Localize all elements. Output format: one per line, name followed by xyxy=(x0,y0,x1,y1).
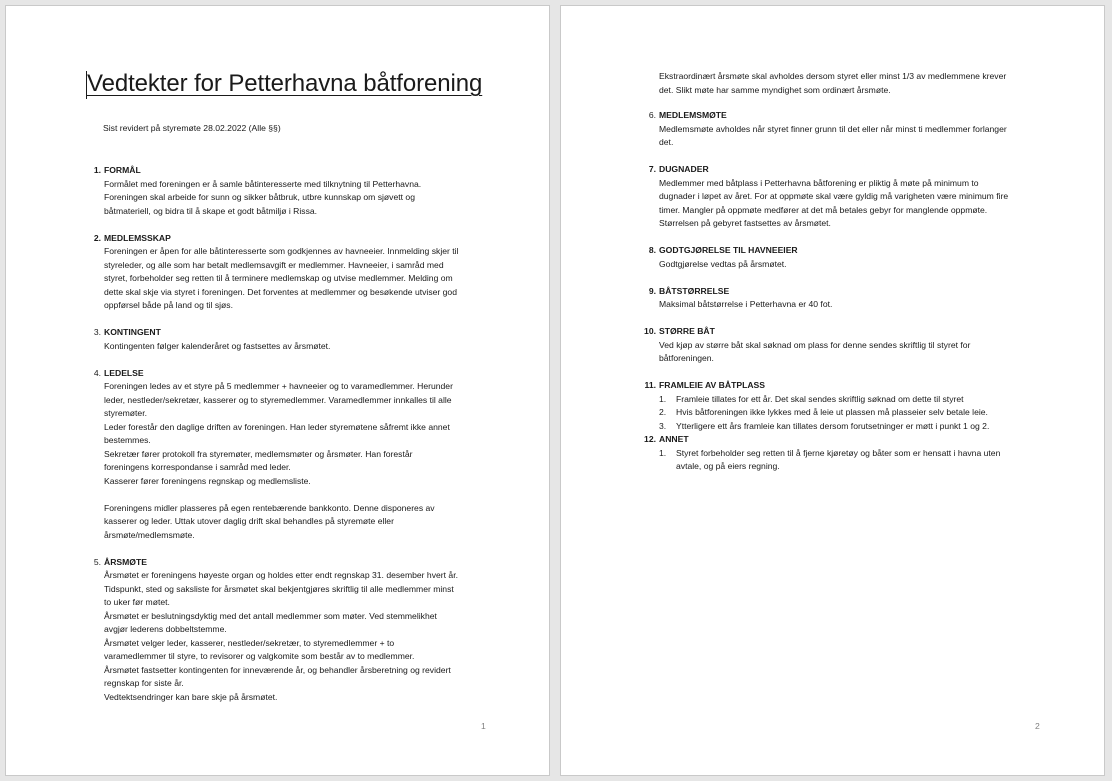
paragraph-line[interactable]: Formålet med foreningen er å samle båtinteresserte med tilknytning til Petterhavna. xyxy=(104,178,422,189)
list-item-text[interactable]: Styret forbeholder seg retten til å fjerne kjøretøy og båter som er hensatt i havna uten xyxy=(676,447,1001,458)
document-page-1 xyxy=(6,6,549,775)
section-arsmote xyxy=(82,556,492,705)
paragraph-line[interactable]: styreleder, og alle som har betalt medlemsavgift er medlemmer. Havneeier, i samråd med xyxy=(104,259,444,270)
paragraph-line[interactable]: Årsmøtet er foreningens høyeste organ og holdes etter endt regnskap 31. desember hvert år. xyxy=(104,570,458,580)
page-2-sections xyxy=(637,109,1047,474)
paragraph-line[interactable]: foreningens korrespondanse i samråd med leder. xyxy=(104,462,291,472)
page-number: 2 xyxy=(1035,721,1040,731)
section-framleie xyxy=(637,379,1047,433)
revision-note[interactable]: Sist revidert på styremøte 28.02.2022 (Alle §§) xyxy=(103,123,281,133)
paragraph-line[interactable]: årsmøte/medlemsmøte. xyxy=(104,529,195,540)
list-item-text[interactable]: avtale, og på eiers regning. xyxy=(676,461,780,471)
section-number: 3. xyxy=(93,327,101,337)
paragraph-line[interactable]: Foreningen er åpen for alle båtinteresserte som godkjennes av havneeier. Innmelding skjer til xyxy=(104,246,459,256)
list-item xyxy=(659,393,1047,407)
section-number: 11. xyxy=(644,380,656,390)
list-item xyxy=(659,447,1047,474)
section-kontingent xyxy=(82,326,492,353)
paragraph-line[interactable]: Kasserer fører foreningens regnskap og medlemsliste. xyxy=(104,475,311,486)
document-title[interactable]: Vedtekter for Petterhavna båtforening xyxy=(87,70,483,97)
section-number: 9. xyxy=(648,285,656,296)
paragraph-line[interactable]: Vedtektsendringer kan bare skje på årsmøtet. xyxy=(104,691,278,702)
section-heading[interactable]: FRAMLEIE AV BÅTPLASS xyxy=(659,380,765,390)
paragraph-line[interactable]: timer. Mangler på oppmøte medfører at det må betales gebyr for manglende oppmøte. xyxy=(659,204,988,215)
section-heading[interactable]: ANNET xyxy=(659,434,689,444)
section-medlemsmote xyxy=(637,109,1047,150)
paragraph-line[interactable]: dugnader i løpet av året. For at oppmøte skal være gyldig må varigheten være minimum fire xyxy=(659,191,1009,201)
page-1-sections xyxy=(82,164,492,704)
paragraph-line[interactable]: Foreningen skal arbeide for sunn og sikker båtbruk, utbre kunnskap om sjøvett og xyxy=(104,192,415,202)
section-number: 10. xyxy=(644,326,656,336)
list-item-number: 3. xyxy=(659,420,667,431)
page-number: 1 xyxy=(481,721,486,731)
paragraph-line[interactable]: det. Slikt møte har samme myndighet som ordinært årsmøte. xyxy=(659,84,891,95)
section-heading[interactable]: STØRRE BÅT xyxy=(659,326,715,336)
section-storre-bat xyxy=(637,325,1047,366)
document-page-2 xyxy=(561,6,1104,775)
section-medlemsskap xyxy=(82,232,492,313)
paragraph-line[interactable]: Ekstraordinært årsmøte skal avholdes dersom styret eller minst 1/3 av medlemmene krever xyxy=(659,71,1007,81)
section-number: 5. xyxy=(93,556,101,567)
section-formal xyxy=(82,164,492,218)
list-item-text[interactable]: Hvis båtforeningen ikke lykkes med å leie ut plassen må plasseier selv betale leie. xyxy=(676,407,988,417)
list-item-text[interactable]: Ytterligere ett års framleie kan tillates dersom forutsetninger er møtt i punkt 1 og 2. xyxy=(676,420,990,431)
section-number: 2. xyxy=(93,232,101,243)
section-heading[interactable]: MEDLEMSMØTE xyxy=(659,110,727,120)
section-number: 1. xyxy=(93,165,101,175)
section-heading[interactable]: KONTINGENT xyxy=(104,327,161,337)
paragraph-line[interactable]: avgjør lederens dobbeltstemme. xyxy=(104,624,227,634)
paragraph-line[interactable]: Sekretær fører protokoll fra styremøter, medlemsmøter og årsmøter. Han forestår xyxy=(104,448,413,459)
section-heading[interactable]: ÅRSMØTE xyxy=(104,556,147,567)
paragraph-line[interactable]: Kontingenten følger kalenderåret og fastsettes av årsmøtet. xyxy=(104,340,331,351)
paragraph-line[interactable]: kasserer og leder. Uttak utover daglig drift skal behandles på styremøte eller xyxy=(104,516,394,526)
list-item xyxy=(659,406,1047,420)
paragraph-line[interactable]: varamedlemmer til styre, to revisorer og valgkomite som består av to medlemmer. xyxy=(104,651,415,661)
paragraph-line[interactable]: Foreningens midler plasseres på egen rentebærende bankkonto. Denne disponeres av xyxy=(104,502,435,513)
paragraph-line[interactable]: Medlemsmøte avholdes når styret finner grunn til det eller når minst ti medlemmer forlanger xyxy=(659,123,1007,134)
section-heading[interactable]: GODTGJØRELSE TIL HAVNEEIER xyxy=(659,245,798,255)
paragraph-line[interactable]: det. xyxy=(659,137,674,147)
section-heading[interactable]: BÅTSTØRRELSE xyxy=(659,285,730,296)
paragraph-line[interactable]: Årsmøtet fastsetter kontingenten for inneværende år, og behandler årsberetning og revidert xyxy=(104,664,451,675)
section-dugnader xyxy=(637,163,1047,231)
paragraph-line[interactable]: Leder forestår den daglige driften av foreningen. Han leder styremøtene såfremt ikke annet xyxy=(104,421,450,432)
section-batstorrelse xyxy=(637,285,1047,312)
paragraph-line[interactable]: Maksimal båtstørrelse i Petterhavna er 40 fot. xyxy=(659,299,833,309)
paragraph-line[interactable]: Medlemmer med båtplass i Petterhavna båtforening er pliktig å møte på minimum to xyxy=(659,177,979,188)
list-item-number: 2. xyxy=(659,407,667,417)
paragraph-line[interactable]: to uker før møtet. xyxy=(104,597,170,607)
paragraph-line[interactable]: Størrelsen på gebyret fastsettes av årsmøtet. xyxy=(659,218,831,228)
section-heading[interactable]: DUGNADER xyxy=(659,164,709,174)
section-number: 12. xyxy=(644,434,656,444)
list-item-text[interactable]: Framleie tillates for ett år. Det skal sendes skriftlig søknad om dette til styret xyxy=(676,393,964,404)
section-heading[interactable]: LEDELSE xyxy=(104,367,144,378)
paragraph-line[interactable]: dette skal skje via styret i foreningen. Det forventes at medlemmer og besøkende utviser god xyxy=(104,286,457,297)
paragraph-line[interactable]: båtforeningen. xyxy=(659,353,714,363)
paragraph-line[interactable]: båtmateriell, og bidra til å skape et godt båtmiljø i Rissa. xyxy=(104,205,318,216)
list-item xyxy=(659,420,1047,434)
section-annet xyxy=(637,433,1047,474)
section-number: 6. xyxy=(648,110,656,120)
list-item-number: 1. xyxy=(659,393,667,404)
extraordinary-meeting-paragraph xyxy=(659,70,1039,97)
paragraph-line[interactable]: Årsmøtet velger leder, kasserer, nestleder/sekretær, to styremedlemmer + to xyxy=(104,637,395,648)
section-heading[interactable]: FORMÅL xyxy=(104,165,141,175)
section-number: 8. xyxy=(648,245,656,255)
paragraph-line[interactable]: styret, forbeholder seg retten til å terminere medlemskap og utvise medlemmer. Melding om xyxy=(104,273,453,283)
paragraph-line[interactable]: Tidspunkt, sted og saksliste for årsmøtet skal bekjentgjøres skriftlig til alle medlemmer minst xyxy=(104,583,454,594)
paragraph-line[interactable]: Ved kjøp av større båt skal søknad om plass for denne sendes skriftlig til styret for xyxy=(659,339,971,350)
section-heading[interactable]: MEDLEMSSKAP xyxy=(104,232,171,243)
paragraph-line[interactable]: styremøter. xyxy=(104,408,147,418)
list-item-number: 1. xyxy=(659,447,667,458)
paragraph-line[interactable]: bestemmes. xyxy=(104,435,151,445)
paragraph-line[interactable]: Foreningen ledes av et styre på 5 medlemmer + havneeier og to varamedlemmer. Herunder xyxy=(104,381,453,391)
section-number: 4. xyxy=(93,367,101,378)
paragraph-line[interactable]: Årsmøtet er beslutningsdyktig med det antall medlemmer som møter. Ved stemmelikhet xyxy=(104,610,437,621)
section-godtgjorelse xyxy=(637,244,1047,271)
paragraph-line[interactable]: leder, nestleder/sekretær, kasserer og to styremedlemmer. Varamedlemmer innkalles til alle xyxy=(104,394,452,405)
section-ledelse xyxy=(82,367,492,543)
paragraph-line[interactable]: oppførsel både på land og til sjøs. xyxy=(104,300,233,310)
paragraph-line[interactable]: Godtgjørelse vedtas på årsmøtet. xyxy=(659,258,787,269)
section-number: 7. xyxy=(648,164,656,174)
paragraph-line[interactable]: regnskap for siste år. xyxy=(104,678,184,688)
